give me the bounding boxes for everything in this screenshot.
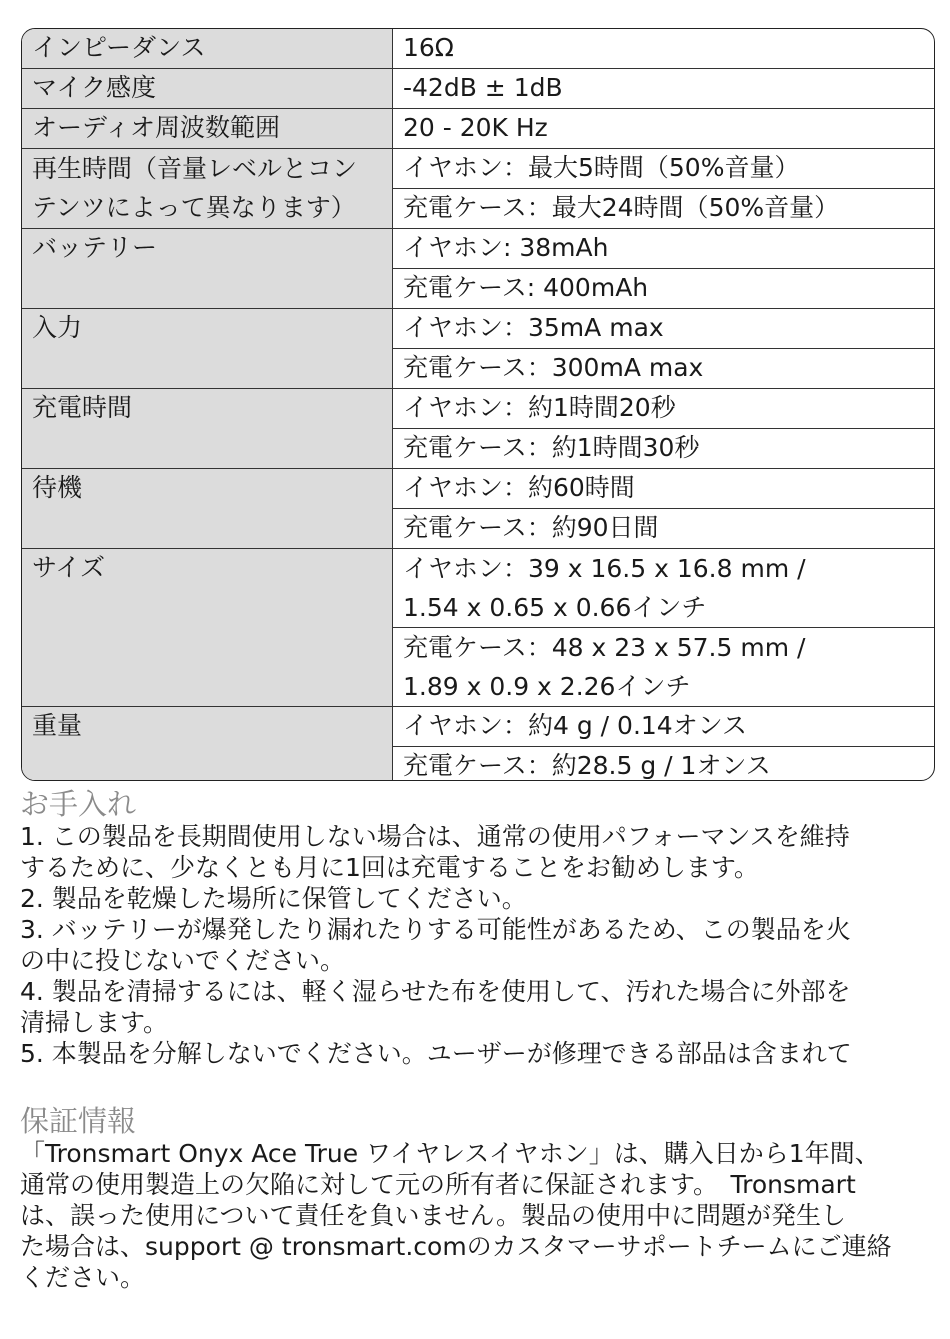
spec-value-line: 1.54 x 0.65 x 0.66インチ [403, 593, 707, 622]
table-row [22, 309, 934, 349]
spec-value [393, 628, 935, 707]
table-row [22, 707, 934, 747]
table-row [22, 29, 934, 69]
spec-label: サイズ [22, 549, 393, 707]
care-line: 清掃します。 [20, 1008, 169, 1037]
spec-value: イヤホン：35mA max [393, 309, 935, 349]
spec-label: マイク感度 [22, 69, 393, 109]
spec-value-line: イヤホン：39 x 16.5 x 16.8 mm / [403, 554, 806, 583]
care-line: 2. 製品を乾燥した場所に保管してください。 [20, 884, 527, 913]
table-row [22, 109, 934, 149]
warranty-section [20, 1104, 936, 1293]
spec-value: 充電ケース：約28.5 g / 1オンス [393, 747, 935, 782]
table-row [22, 389, 934, 429]
warranty-line: は、誤った使用について責任を負いません。製品の使用中に問題が発生し [20, 1201, 847, 1230]
spec-value: 充電ケース：約90日間 [393, 509, 935, 549]
spec-value: 充電ケース: 400mAh [393, 269, 935, 309]
warranty-line: 通常の使用製造上の欠陥に対して元の所有者に保証されます。 Tronsmart [20, 1170, 856, 1199]
spec-label [22, 149, 393, 229]
spec-value: 20 - 20K Hz [393, 109, 935, 149]
care-title: お手入れ [20, 787, 137, 821]
spec-table [21, 28, 935, 781]
spec-value: イヤホン：約1時間20秒 [393, 389, 935, 429]
spec-value: 充電ケース：最大24時間（50%音量） [393, 189, 935, 229]
spec-value: イヤホン：約4 g / 0.14オンス [393, 707, 935, 747]
spec-label: 待機 [22, 469, 393, 549]
care-line: 1. この製品を長期間使用しない場合は、通常の使用パフォーマンスを維持 [20, 822, 850, 851]
table-row [22, 69, 934, 109]
spec-value-line: 充電ケース：48 x 23 x 57.5 mm / [403, 633, 806, 662]
spec-value [393, 549, 935, 628]
spec-value: イヤホン：最大5時間（50%音量） [393, 149, 935, 189]
spec-value: イヤホン: 38mAh [393, 229, 935, 269]
spec-label-line: テンツによって異なります） [32, 193, 356, 222]
spec-value-line: 1.89 x 0.9 x 2.26インチ [403, 672, 691, 701]
table-row [22, 149, 934, 189]
spec-value: 16Ω [393, 29, 935, 69]
warranty-line: た場合は、support @ tronsmart.comのカスタマーサポートチームにご連絡 [20, 1232, 892, 1261]
spec-label: バッテリー [22, 229, 393, 309]
spec-label: 充電時間 [22, 389, 393, 469]
care-line: 4. 製品を清掃するには、軽く湿らせた布を使用して、汚れた場合に外部を [20, 977, 851, 1006]
spec-label: 入力 [22, 309, 393, 389]
care-section [20, 787, 936, 1069]
warranty-line: 「Tronsmart Onyx Ace True ワイヤレスイヤホン」は、購入日から1年間、 [20, 1139, 880, 1168]
spec-label: インピーダンス [22, 29, 393, 69]
spec-value: -42dB ± 1dB [393, 69, 935, 109]
table-row [22, 549, 934, 628]
table-row [22, 229, 934, 269]
spec-value: 充電ケース：300mA max [393, 349, 935, 389]
care-line: 5. 本製品を分解しないでください。ユーザーが修理できる部品は含まれて [20, 1039, 852, 1068]
spec-value: イヤホン：約60時間 [393, 469, 935, 509]
spec-label: 重量 [22, 707, 393, 782]
spec-label: オーディオ周波数範囲 [22, 109, 393, 149]
warranty-line: ください。 [20, 1263, 146, 1292]
warranty-title: 保証情報 [20, 1104, 137, 1138]
care-line: するために、少なくとも月に1回は充電することをお勧めします。 [20, 853, 759, 882]
care-line: 3. バッテリーが爆発したり漏れたりする可能性があるため、この製品を火 [20, 915, 851, 944]
table-row [22, 469, 934, 509]
care-line: の中に投じないでください。 [20, 946, 346, 975]
spec-label-line: 再生時間（音量レベルとコン [32, 154, 358, 183]
spec-value: 充電ケース：約1時間30秒 [393, 429, 935, 469]
